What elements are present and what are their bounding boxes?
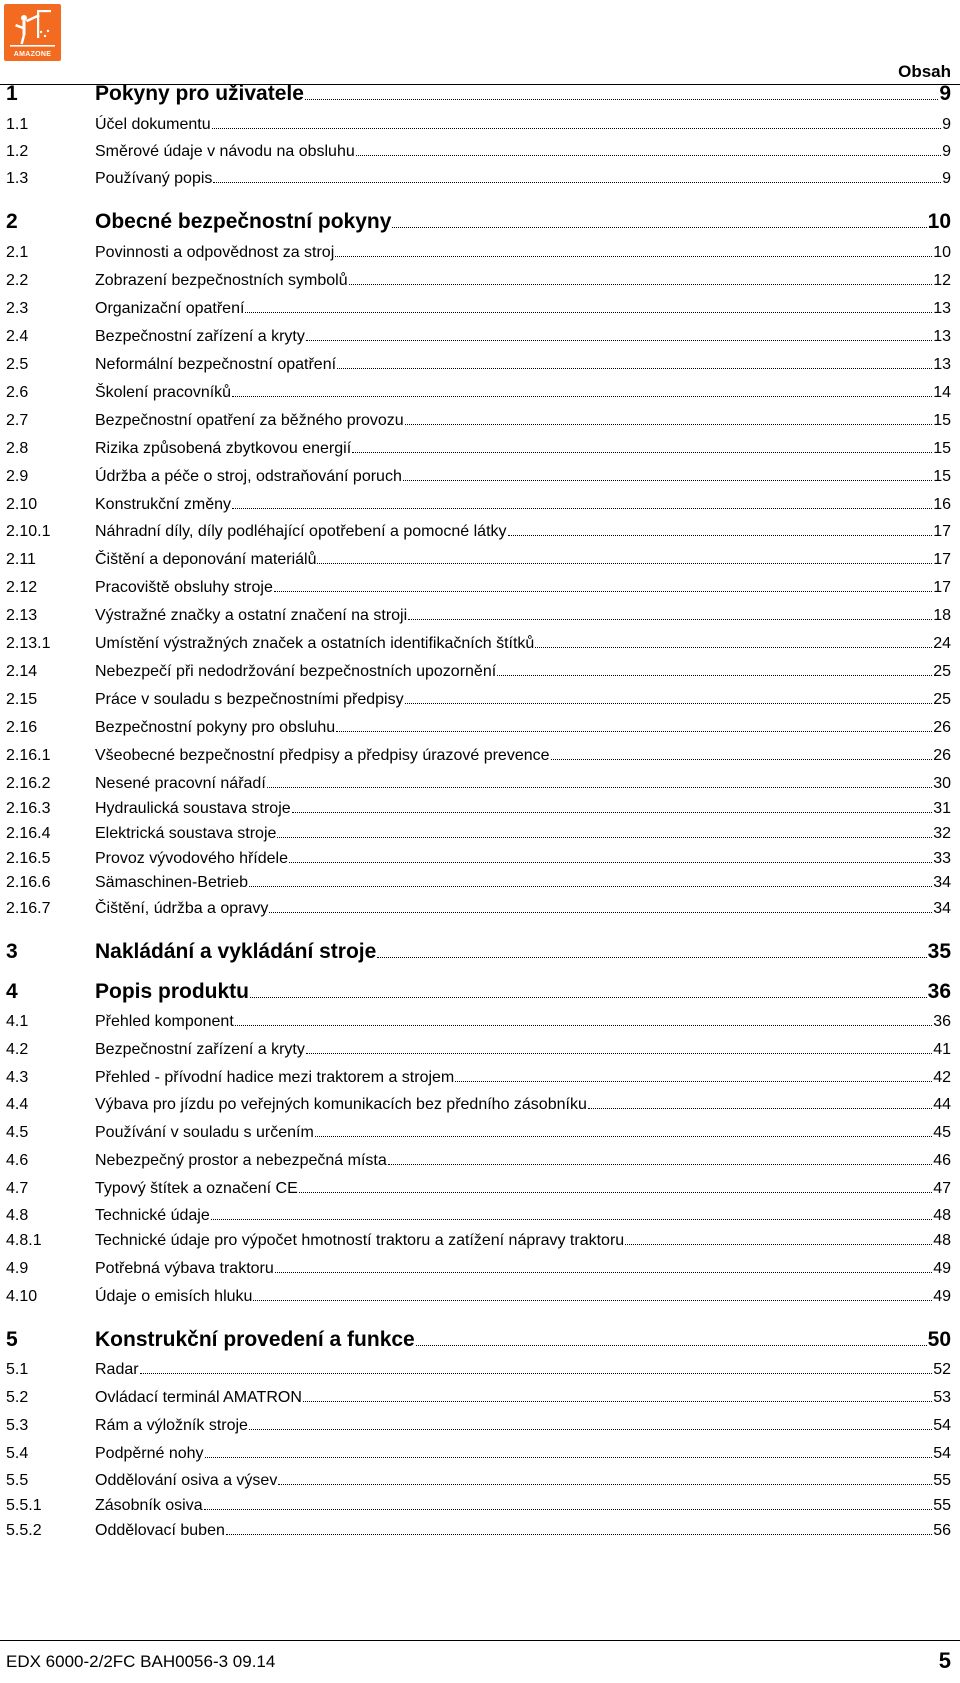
toc-entry-page: 35 (927, 939, 951, 963)
toc-entry[interactable] (6, 113, 951, 134)
toc-entry-title: Údaje o emisích hluku (95, 1288, 253, 1306)
toc-entry-title: Technické údaje pro výpočet hmotností traktoru a zatížení nápravy traktoru (95, 1232, 625, 1250)
toc-entry-title: Provoz vývodového hřídele (95, 850, 288, 868)
toc-entry-page: 49 (933, 1260, 951, 1278)
toc-entry[interactable] (6, 822, 951, 843)
toc-entry-page: 12 (933, 272, 951, 290)
toc-entry[interactable] (6, 207, 951, 234)
toc-entry-title: Oddělování osiva a výsev (95, 1472, 278, 1490)
logo-text: AMAZONE (13, 51, 52, 58)
toc-entry[interactable] (6, 409, 951, 430)
document-id: EDX 6000-2/2FC BAH0056-3 09.14 (6, 1652, 276, 1671)
toc-entry-number: 5.4 (6, 1445, 29, 1463)
toc-entry-page: 16 (933, 496, 951, 514)
toc-entry-number: 4 (6, 979, 18, 1003)
toc-dot-leader (315, 1121, 932, 1137)
toc-entry-title: Nebezpečí při nedodržování bezpečnostních upozornění (95, 663, 497, 681)
footer-divider (0, 1640, 960, 1641)
toc-entry[interactable] (6, 744, 951, 765)
toc-entry[interactable] (6, 1149, 951, 1170)
toc-dot-leader (205, 1442, 933, 1458)
toc-dot-leader (336, 716, 932, 732)
toc-dot-leader (253, 1285, 932, 1301)
toc-entry[interactable] (6, 1285, 951, 1306)
toc-dot-leader (455, 1066, 932, 1082)
toc-entry-title: Potřebná výbava traktoru (95, 1260, 274, 1278)
toc-entry-number: 2.16.2 (6, 775, 51, 793)
toc-entry-title: Pracoviště obsluhy stroje (95, 579, 273, 597)
toc-entry-title: Bezpečnostní pokyny pro obsluhu (95, 719, 336, 737)
toc-entry-title: Oddělovací buben (95, 1522, 225, 1540)
toc-entry-page: 56 (933, 1522, 951, 1540)
toc-entry-page: 32 (933, 825, 951, 843)
toc-entry-number: 2.16.7 (6, 900, 51, 918)
toc-entry-page: 10 (933, 244, 951, 262)
toc-entry-title: Všeobecné bezpečnostní předpisy a předpisy úrazové prevence (95, 747, 550, 765)
toc-entry[interactable] (6, 1325, 951, 1352)
toc-entry-number: 1.1 (6, 116, 29, 134)
toc-entry[interactable] (6, 604, 951, 625)
toc-dot-leader (405, 688, 933, 704)
toc-entry[interactable] (6, 1010, 951, 1031)
toc-dot-leader (211, 1204, 932, 1220)
toc-entry-number: 2.6 (6, 384, 29, 402)
toc-entry-title: Používání v souladu s určením (95, 1124, 314, 1142)
toc-entry-page: 10 (927, 209, 951, 233)
toc-entry[interactable] (6, 437, 951, 458)
toc-dot-leader (349, 269, 933, 285)
toc-entry-title: Technické údaje (95, 1207, 210, 1225)
toc-entry-title: Nesené pracovní nářadí (95, 775, 266, 793)
toc-entry-page: 44 (933, 1096, 951, 1114)
toc-entry-title: Konstrukční provedení a funkce (95, 1327, 415, 1351)
toc-entry-page: 54 (933, 1445, 951, 1463)
toc-entry-page: 34 (933, 874, 951, 892)
toc-entry-number: 5.3 (6, 1417, 29, 1435)
toc-entry[interactable] (6, 1093, 951, 1114)
toc-entry-page: 42 (933, 1069, 951, 1087)
toc-entry-number: 2.8 (6, 440, 29, 458)
toc-entry[interactable] (6, 381, 951, 402)
toc-entry[interactable] (6, 1066, 951, 1087)
toc-entry-number: 2.16.3 (6, 800, 51, 818)
toc-dot-leader (274, 576, 932, 592)
toc-entry-page: 48 (933, 1232, 951, 1250)
toc-entry-title: Neformální bezpečnostní opatření (95, 356, 337, 374)
toc-entry[interactable] (6, 297, 951, 318)
toc-entry-number: 5 (6, 1327, 18, 1351)
toc-dot-leader (204, 1494, 933, 1510)
toc-dot-leader (551, 744, 933, 760)
toc-entry-title: Čištění a deponování materiálů (95, 551, 317, 569)
toc-entry[interactable] (6, 1038, 951, 1059)
toc-entry-title: Zásobník osiva (95, 1497, 203, 1515)
header-title: Obsah (898, 62, 951, 81)
toc-entry-page: 41 (933, 1041, 951, 1059)
toc-entry-page: 36 (933, 1013, 951, 1031)
toc-entry-title: Sämaschinen-Betrieb (95, 874, 248, 892)
toc-dot-leader (245, 297, 932, 313)
toc-entry-number: 2.16 (6, 719, 38, 737)
toc-entry-number: 2.5 (6, 356, 29, 374)
toc-entry-page: 15 (933, 440, 951, 458)
toc-dot-leader (212, 113, 941, 129)
toc-dot-leader (275, 1257, 932, 1273)
toc-entry-number: 2.9 (6, 468, 29, 486)
toc-dot-leader (377, 937, 926, 958)
toc-entry-number: 4.10 (6, 1288, 38, 1306)
toc-dot-leader (299, 1177, 932, 1193)
toc-dot-leader (416, 1325, 927, 1346)
toc-entry-number: 2.12 (6, 579, 38, 597)
toc-entry-title: Náhradní díly, díly podléhající opotřebení a pomocné látky (95, 523, 507, 541)
toc-dot-leader (213, 167, 941, 183)
toc-entry-number: 4.2 (6, 1041, 29, 1059)
toc-entry-title: Podpěrné nohy (95, 1445, 204, 1463)
toc-dot-leader (292, 797, 933, 813)
toc-dot-leader (337, 353, 932, 369)
toc-entry-title: Směrové údaje v návodu na obsluhu (95, 143, 355, 161)
toc-entry-page: 17 (933, 523, 951, 541)
toc-entry-number: 2.13 (6, 607, 38, 625)
toc-entry-number: 4.3 (6, 1069, 29, 1087)
toc-entry-title: Používaný popis (95, 170, 213, 188)
toc-entry-title: Přehled komponent (95, 1013, 234, 1031)
toc-entry-number: 5.2 (6, 1389, 29, 1407)
toc-entry-number: 2.16.5 (6, 850, 51, 868)
toc-entry-number: 1.3 (6, 170, 29, 188)
toc-entry-title: Pokyny pro uživatele (95, 81, 304, 105)
toc-entry-page: 13 (933, 300, 951, 318)
toc-entry-page: 9 (942, 143, 951, 161)
toc-entry-title: Školení pracovníků (95, 384, 232, 402)
toc-entry[interactable] (6, 269, 951, 290)
toc-entry-title: Bezpečnostní zařízení a kryty (95, 1041, 305, 1059)
amazone-logo (4, 4, 61, 61)
toc-dot-leader (588, 1093, 932, 1109)
toc-entry-number: 5.5.2 (6, 1522, 42, 1540)
toc-entry-page: 55 (933, 1497, 951, 1515)
toc-dot-leader (405, 409, 933, 425)
toc-entry-title: Umístění výstražných značek a ostatních identifikačních štítků (95, 635, 535, 653)
toc-entry-title: Výbava pro jízdu po veřejných komunikacích bez předního zásobníku (95, 1096, 587, 1114)
toc-entry-number: 2.1 (6, 244, 29, 262)
toc-entry-title: Výstražné značky a ostatní značení na stroji (95, 607, 408, 625)
toc-entry-page: 17 (933, 579, 951, 597)
toc-entry-title: Rám a výložník stroje (95, 1417, 248, 1435)
toc-entry-title: Konstrukční změny (95, 496, 232, 514)
toc-dot-leader (352, 437, 932, 453)
toc-dot-leader (508, 520, 933, 536)
toc-entry-number: 2.3 (6, 300, 29, 318)
toc-entry-title: Nakládání a vykládání stroje (95, 939, 377, 963)
toc-entry[interactable] (6, 1229, 951, 1250)
toc-entry-page: 50 (927, 1327, 951, 1351)
toc-entry[interactable] (6, 548, 951, 569)
toc-dot-leader (356, 140, 941, 156)
toc-entry-page: 53 (933, 1389, 951, 1407)
toc-entry-title: Obecné bezpečnostní pokyny (95, 209, 392, 233)
toc-entry-page: 18 (933, 607, 951, 625)
toc-entry[interactable] (6, 1494, 951, 1515)
toc-entry-number: 2.10.1 (6, 523, 51, 541)
toc-entry-page: 26 (933, 747, 951, 765)
toc-entry-title: Přehled - přívodní hadice mezi traktorem a strojem (95, 1069, 455, 1087)
toc-entry[interactable] (6, 520, 951, 541)
toc-entry-number: 2.13.1 (6, 635, 51, 653)
toc-entry[interactable] (6, 660, 951, 681)
toc-dot-leader (403, 465, 932, 481)
toc-entry[interactable] (6, 465, 951, 486)
toc-entry-number: 4.5 (6, 1124, 29, 1142)
toc-entry[interactable] (6, 847, 951, 868)
toc-entry-number: 4.8 (6, 1207, 29, 1225)
page-number: 5 (938, 1648, 951, 1673)
toc-entry-title: Organizační opatření (95, 300, 245, 318)
toc-entry-page: 36 (927, 979, 951, 1003)
toc-entry-page: 17 (933, 551, 951, 569)
toc-entry[interactable] (6, 167, 951, 188)
toc-entry-title: Povinnosti a odpovědnost za stroj (95, 244, 335, 262)
toc-entry-number: 2.10 (6, 496, 38, 514)
toc-entry-page: 31 (933, 800, 951, 818)
toc-entry-title: Účel dokumentu (95, 116, 211, 134)
toc-entry-page: 15 (933, 412, 951, 430)
toc-dot-leader (232, 381, 932, 397)
toc-dot-leader (408, 604, 932, 620)
toc-entry-page: 9 (942, 170, 951, 188)
toc-entry-number: 5.5 (6, 1472, 29, 1490)
toc-entry-title: Údržba a péče o stroj, odstraňování poruch (95, 468, 402, 486)
toc-entry-number: 4.7 (6, 1180, 29, 1198)
toc-dot-leader (289, 847, 932, 863)
toc-dot-leader (278, 1469, 932, 1485)
toc-entry-number: 2.7 (6, 412, 29, 430)
toc-dot-leader (317, 548, 932, 564)
toc-entry-page: 9 (939, 81, 951, 105)
toc-entry[interactable] (6, 241, 951, 262)
toc-entry[interactable] (6, 1442, 951, 1463)
toc-entry-page: 26 (933, 719, 951, 737)
toc-entry-number: 2.16.4 (6, 825, 51, 843)
toc-entry-page: 30 (933, 775, 951, 793)
toc-dot-leader (388, 1149, 932, 1165)
toc-entry-page: 24 (933, 635, 951, 653)
toc-entry-page: 15 (933, 468, 951, 486)
toc-entry-page: 13 (933, 328, 951, 346)
toc-entry-number: 3 (6, 939, 18, 963)
toc-entry-number: 2 (6, 209, 18, 233)
toc-entry[interactable] (6, 576, 951, 597)
toc-entry-title: Rizika způsobená zbytkovou energií (95, 440, 352, 458)
toc-entry-page: 52 (933, 1361, 951, 1379)
toc-entry[interactable] (6, 797, 951, 818)
toc-dot-leader (535, 632, 932, 648)
toc-entry[interactable] (6, 1469, 951, 1490)
toc-entry[interactable] (6, 1386, 951, 1407)
toc-entry-title: Popis produktu (95, 979, 249, 1003)
toc-dot-leader (267, 772, 932, 788)
toc-entry[interactable] (6, 688, 951, 709)
toc-entry-title: Typový štítek a označení CE (95, 1180, 298, 1198)
toc-entry-page: 48 (933, 1207, 951, 1225)
toc-entry-number: 4.4 (6, 1096, 29, 1114)
toc-entry-page: 47 (933, 1180, 951, 1198)
toc-entry-title: Práce v souladu s bezpečnostními předpisy (95, 691, 404, 709)
toc-entry-page: 49 (933, 1288, 951, 1306)
toc-entry[interactable] (6, 1358, 951, 1379)
toc-dot-leader (140, 1358, 933, 1374)
toc-entry-page: 33 (933, 850, 951, 868)
toc-entry-page: 14 (933, 384, 951, 402)
toc-dot-leader (625, 1229, 932, 1245)
toc-entry-number: 2.15 (6, 691, 38, 709)
toc-entry[interactable] (6, 493, 951, 514)
toc-entry[interactable] (6, 871, 951, 892)
toc-entry-number: 2.11 (6, 551, 36, 569)
toc-entry-number: 2.14 (6, 663, 38, 681)
toc-entry-number: 1.2 (6, 143, 29, 161)
toc-entry-title: Radar (95, 1361, 139, 1379)
toc-entry[interactable] (6, 1204, 951, 1225)
toc-entry[interactable] (6, 1519, 951, 1540)
toc-entry-title: Ovládací terminál AMATRON (95, 1389, 302, 1407)
toc-entry-number: 1 (6, 81, 18, 105)
toc-dot-leader (226, 1519, 932, 1535)
toc-entry[interactable] (6, 140, 951, 161)
toc-entry-number: 4.8.1 (6, 1232, 42, 1250)
toc-entry[interactable] (6, 79, 951, 106)
toc-entry-number: 4.6 (6, 1152, 29, 1170)
toc-entry[interactable] (6, 716, 951, 737)
toc-dot-leader (235, 1010, 932, 1026)
toc-dot-leader (303, 1386, 932, 1402)
toc-entry-number: 4.9 (6, 1260, 29, 1278)
toc-entry-title: Bezpečnostní opatření za běžného provozu (95, 412, 404, 430)
toc-entry-page: 13 (933, 356, 951, 374)
toc-entry-title: Zobrazení bezpečnostních symbolů (95, 272, 348, 290)
toc-entry[interactable] (6, 1257, 951, 1278)
toc-dot-leader (277, 822, 932, 838)
toc-entry-number: 5.5.1 (6, 1497, 42, 1515)
toc-dot-leader (305, 79, 938, 100)
toc-entry-title: Nebezpečný prostor a nebezpečná místa (95, 1152, 387, 1170)
toc-dot-leader (249, 1414, 932, 1430)
toc-entry-number: 2.4 (6, 328, 29, 346)
toc-entry-page: 46 (933, 1152, 951, 1170)
toc-dot-leader (250, 977, 927, 998)
toc-entry-title: Elektrická soustava stroje (95, 825, 277, 843)
toc-dot-leader (392, 207, 926, 228)
toc-entry[interactable] (6, 937, 951, 964)
toc-entry[interactable] (6, 897, 951, 918)
toc-entry-title: Hydraulická soustava stroje (95, 800, 291, 818)
toc-entry-number: 2.2 (6, 272, 29, 290)
toc-dot-leader (306, 1038, 932, 1054)
toc-dot-leader (249, 871, 932, 887)
toc-entry[interactable] (6, 1414, 951, 1435)
toc-dot-leader (335, 241, 932, 257)
toc-entry-number: 5.1 (6, 1361, 29, 1379)
toc-entry-page: 25 (933, 691, 951, 709)
toc-entry-number: 2.16.6 (6, 874, 51, 892)
toc-entry[interactable] (6, 1121, 951, 1142)
toc-dot-leader (269, 897, 932, 913)
toc-entry[interactable] (6, 325, 951, 346)
toc-entry-number: 2.16.1 (6, 747, 51, 765)
toc-entry[interactable] (6, 632, 951, 653)
toc-entry-page: 55 (933, 1472, 951, 1490)
toc-entry[interactable] (6, 977, 951, 1004)
toc-dot-leader (306, 325, 932, 341)
toc-entry[interactable] (6, 353, 951, 374)
toc-entry[interactable] (6, 772, 951, 793)
toc-entry-title: Bezpečnostní zařízení a kryty (95, 328, 305, 346)
toc-dot-leader (232, 493, 932, 509)
toc-entry-page: 34 (933, 900, 951, 918)
toc-entry-page: 9 (942, 116, 951, 134)
toc-entry-title: Čištění, údržba a opravy (95, 900, 269, 918)
toc-entry-page: 25 (933, 663, 951, 681)
toc-entry-number: 4.1 (6, 1013, 29, 1031)
toc-dot-leader (497, 660, 932, 676)
toc-entry-page: 45 (933, 1124, 951, 1142)
toc-entry[interactable] (6, 1177, 951, 1198)
toc-entry-page: 54 (933, 1417, 951, 1435)
